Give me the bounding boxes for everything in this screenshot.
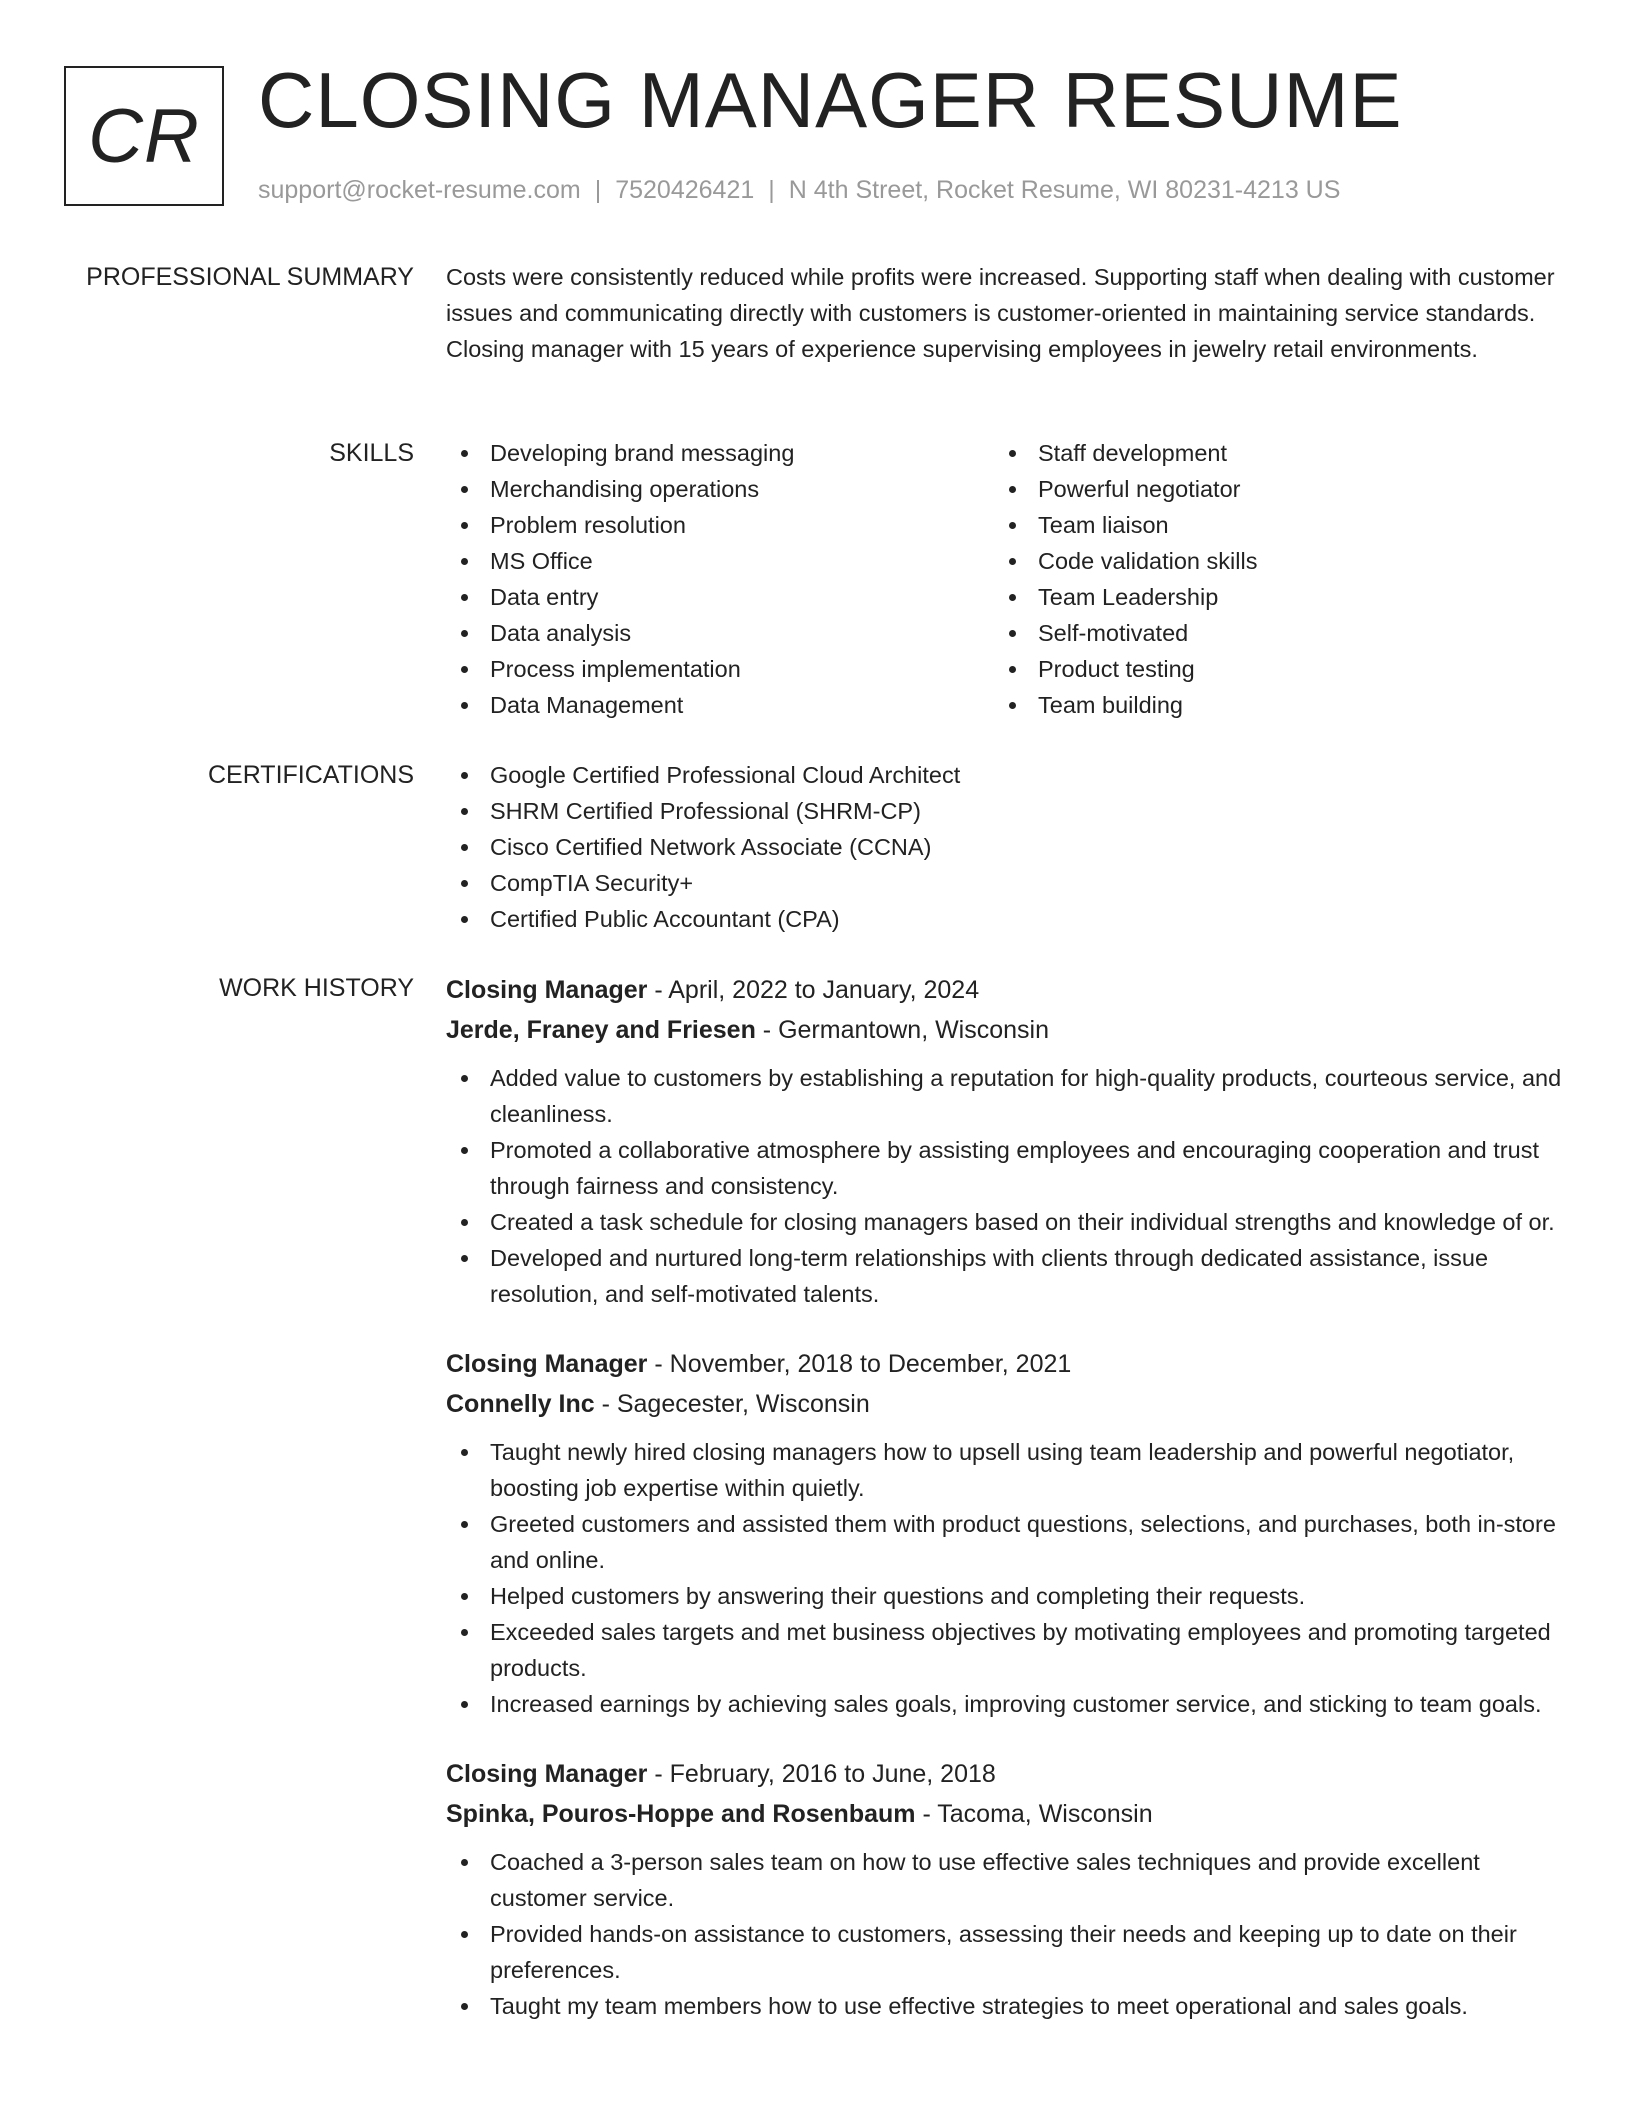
skill-item: Code validation skills [994, 543, 1542, 579]
contact-phone: 7520426421 [615, 176, 755, 204]
job-bullet: Developed and nurtured long-term relationships with clients through dedicated assistance, issue resolution, and self-motivated talents. [446, 1240, 1562, 1312]
job-title-line [446, 1754, 1562, 1794]
job-entry [446, 1344, 1562, 1722]
job-company: Spinka, Pouros-Hoppe and Rosenbaum [446, 1800, 916, 1828]
job-bullet: Created a task schedule for closing managers based on their individual strengths and knowledge of or. [446, 1204, 1562, 1240]
skill-item: Self-motivated [994, 615, 1542, 651]
skills-list-left [446, 435, 994, 723]
job-bullet: Increased earnings by achieving sales goals, improving customer service, and sticking to team goals. [446, 1686, 1562, 1722]
job-title: Closing Manager [446, 976, 648, 1004]
job-bullet: Greeted customers and assisted them with product questions, selections, and purchases, both in-store and online. [446, 1506, 1562, 1578]
work-history-body [446, 970, 1562, 2056]
certification-item: Certified Public Accountant (CPA) [446, 901, 1562, 937]
job-bullet: Added value to customers by establishing a reputation for high-quality products, courteous service, and cleanliness. [446, 1060, 1562, 1132]
job-bullet: Coached a 3-person sales team on how to use effective sales techniques and provide excellent customer service. [446, 1844, 1562, 1916]
certification-item: Cisco Certified Network Associate (CCNA) [446, 829, 1562, 865]
job-bullet: Taught newly hired closing managers how to upsell using team leadership and powerful negotiator, boosting job expertise within quietly. [446, 1434, 1562, 1506]
job-bullets [446, 1060, 1562, 1312]
certification-item: CompTIA Security+ [446, 865, 1562, 901]
job-company: Connelly Inc [446, 1390, 595, 1418]
certification-item: SHRM Certified Professional (SHRM-CP) [446, 793, 1562, 829]
contact-email: support@rocket-resume.com [258, 176, 581, 204]
summary-body [446, 259, 1562, 367]
certifications-body [446, 757, 1562, 937]
summary-text: Costs were consistently reduced while profits were increased. Supporting staff when dealing with customer issues and communicating directly with customers is customer-oriented in maintaining service standards. Closing manager with 15 years of experience supervising employees in jewelry retail environments. [446, 264, 1555, 362]
job-title: Closing Manager [446, 1760, 648, 1788]
monogram-logo: CR [64, 66, 224, 206]
skills-body [446, 435, 1562, 723]
section-label-skills: SKILLS [329, 439, 414, 467]
job-bullet: Exceeded sales targets and met business objectives by motivating employees and promoting targeted products. [446, 1614, 1562, 1686]
skill-item: Process implementation [446, 651, 994, 687]
contact-line [258, 174, 1340, 207]
job-bullet: Promoted a collaborative atmosphere by assisting employees and encouraging cooperation and trust through fairness and consistency. [446, 1132, 1562, 1204]
resume-title: CLOSING MANAGER RESUME [258, 56, 1403, 144]
skill-item: Product testing [994, 651, 1542, 687]
job-title-line [446, 970, 1562, 1010]
job-bullets [446, 1844, 1562, 2024]
job-title-line [446, 1344, 1562, 1384]
job-dates: - November, 2018 to December, 2021 [647, 1350, 1072, 1378]
contact-separator: | [594, 176, 602, 204]
skill-item: Team liaison [994, 507, 1542, 543]
section-label-work-history: WORK HISTORY [219, 974, 414, 1002]
job-location: - Sagecester, Wisconsin [594, 1390, 870, 1418]
job-company: Jerde, Franey and Friesen [446, 1016, 756, 1044]
skill-item: Data Management [446, 687, 994, 723]
section-label-certifications: CERTIFICATIONS [207, 761, 414, 789]
skill-item: Powerful negotiator [994, 471, 1542, 507]
skill-item: Team building [994, 687, 1542, 723]
job-entry [446, 970, 1562, 1312]
job-bullet: Helped customers by answering their questions and completing their requests. [446, 1578, 1562, 1614]
skill-item: Staff development [994, 435, 1542, 471]
job-dates: - April, 2022 to January, 2024 [647, 976, 980, 1004]
job-dates: - February, 2016 to June, 2018 [647, 1760, 996, 1788]
job-entry [446, 1754, 1562, 2024]
job-title: Closing Manager [446, 1350, 648, 1378]
job-company-line [446, 1010, 1562, 1050]
job-company-line [446, 1794, 1562, 1834]
section-label-summary: PROFESSIONAL SUMMARY [86, 263, 414, 291]
skill-item: Problem resolution [446, 507, 994, 543]
job-bullet: Provided hands-on assistance to customers, assessing their needs and keeping up to date on their preferences. [446, 1916, 1562, 1988]
skill-item: Data entry [446, 579, 994, 615]
skills-list-right [994, 435, 1542, 723]
skill-item: Developing brand messaging [446, 435, 994, 471]
job-location: - Germantown, Wisconsin [755, 1016, 1049, 1044]
job-company-line [446, 1384, 1562, 1424]
skill-item: Merchandising operations [446, 471, 994, 507]
certification-item: Google Certified Professional Cloud Architect [446, 757, 1562, 793]
skill-item: Team Leadership [994, 579, 1542, 615]
contact-separator: | [768, 176, 775, 204]
skill-item: MS Office [446, 543, 994, 579]
contact-address: N 4th Street, Rocket Resume, WI 80231-4213 US [788, 176, 1341, 204]
skill-item: Data analysis [446, 615, 994, 651]
certifications-list [446, 757, 1562, 937]
job-bullet: Taught my team members how to use effective strategies to meet operational and sales goals. [446, 1988, 1562, 2024]
job-bullets [446, 1434, 1562, 1722]
job-location: - Tacoma, Wisconsin [915, 1800, 1153, 1828]
